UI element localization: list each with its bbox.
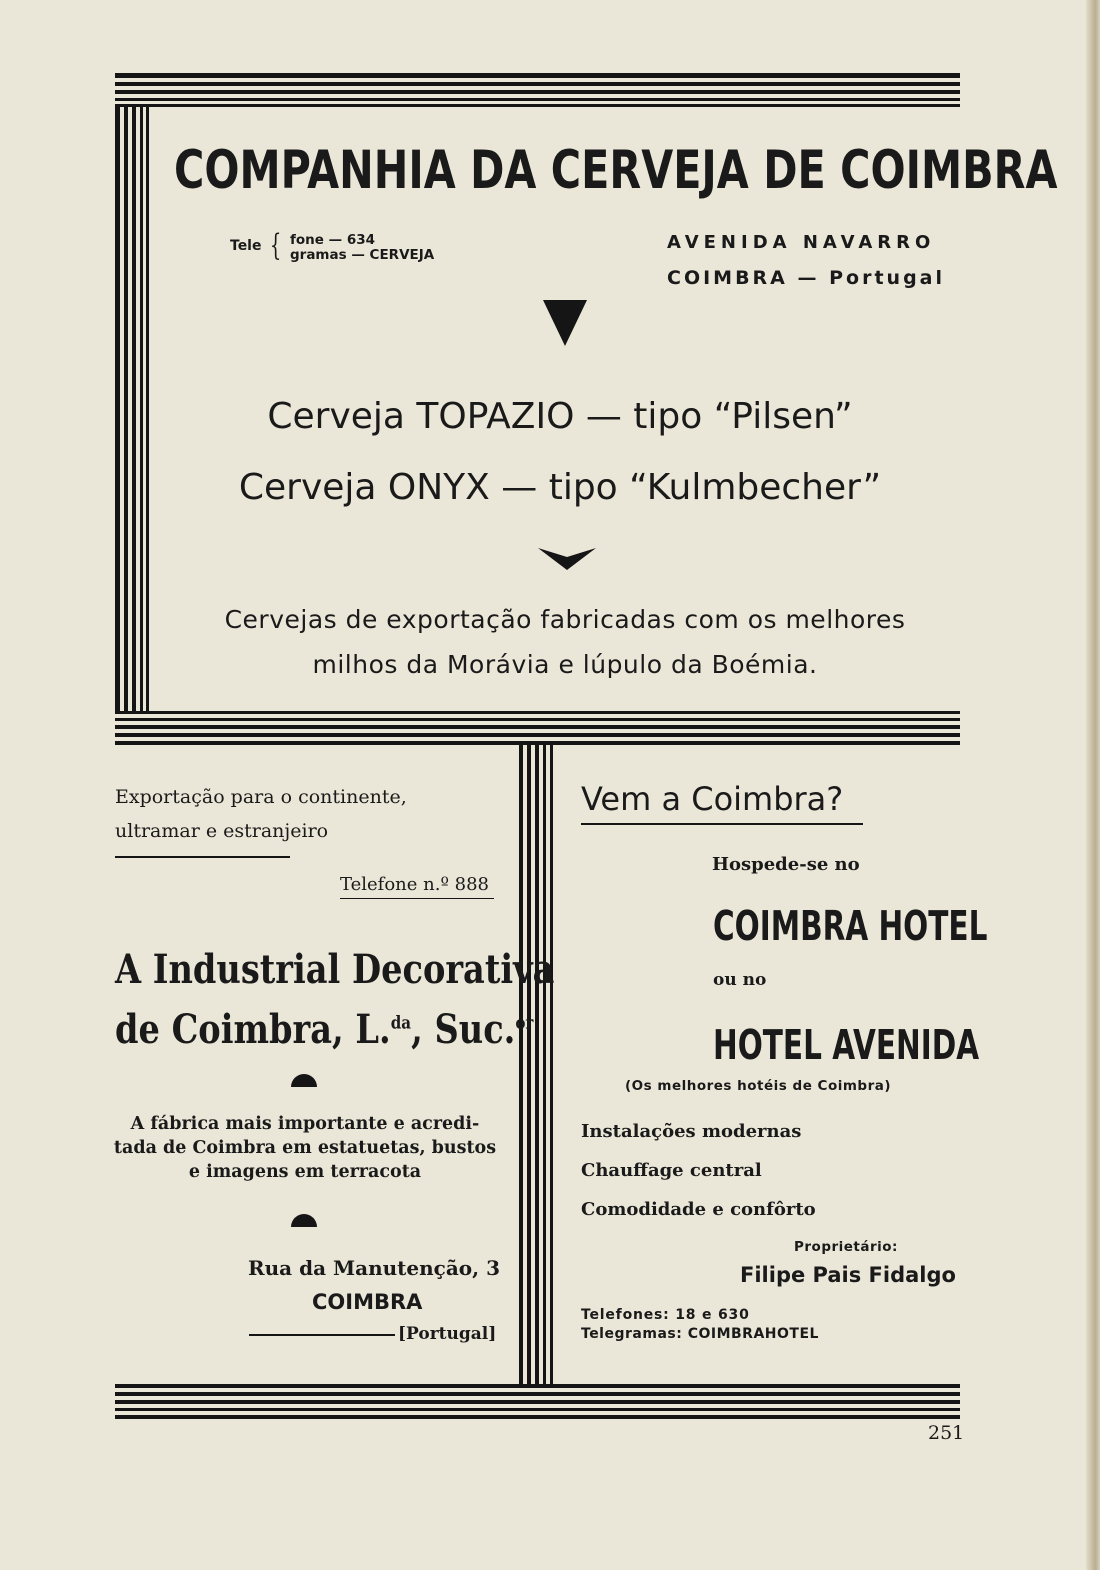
- brewery-title: COMPANHIA DA CERVEJA DE COIMBRA: [174, 140, 1058, 201]
- divider: [340, 898, 494, 899]
- left-phone: Telefone n.º 888: [340, 874, 489, 895]
- hotel-phones: Telefones: 18 e 630: [581, 1307, 750, 1323]
- divider: [581, 823, 863, 825]
- company-name-part-a: de Coimbra, L.: [115, 1006, 391, 1053]
- brace-icon: {: [269, 228, 282, 263]
- hotel-name-2: HOTEL AVENIDA: [713, 1021, 980, 1069]
- divider: [115, 856, 290, 858]
- tele-prefix: Tele: [230, 238, 262, 254]
- feature-2: Chauffage central: [581, 1160, 762, 1181]
- chevron-down-icon: [538, 548, 596, 572]
- export-line1: Exportação para o continente,: [115, 786, 407, 808]
- ou-no-text: ou no: [713, 970, 767, 990]
- beer-description-1: Cervejas de exportação fabricadas com os melhores: [224, 605, 906, 634]
- superscript-or: or: [515, 1012, 534, 1034]
- superscript-da: da: [390, 1012, 412, 1034]
- left-country: [Portugal]: [398, 1324, 497, 1344]
- tele-fone: fone — 634: [290, 232, 375, 248]
- dome-ornament-icon: [291, 1214, 317, 1227]
- left-description-2: tada de Coimbra em estatuetas, bustos: [113, 1138, 497, 1158]
- left-street: Rua da Manutenção, 3: [248, 1256, 500, 1280]
- page-edge: [1086, 0, 1100, 1570]
- export-line2: ultramar e estranjeiro: [115, 820, 329, 842]
- owner-label: Proprietário:: [794, 1239, 898, 1255]
- right-heading: Vem a Coimbra?: [581, 780, 844, 818]
- beer-description-2: milhos da Morávia e lúpulo da Boémia.: [312, 650, 818, 679]
- owner-name: Filipe Pais Fidalgo: [740, 1263, 956, 1287]
- left-description-1: A fábrica mais importante e acredi-: [130, 1114, 480, 1134]
- address-line1: AVENIDA NAVARRO: [667, 232, 936, 253]
- hotel-telegrams: Telegramas: COIMBRAHOTEL: [581, 1326, 819, 1342]
- address-line2: COIMBRA — Portugal: [667, 267, 946, 289]
- dome-ornament-icon: [291, 1074, 317, 1087]
- beer-line-1: Cerveja TOPAZIO — tipo “Pilsen”: [267, 396, 853, 437]
- divider: [249, 1334, 395, 1336]
- hotel-name-1: COIMBRA HOTEL: [713, 902, 988, 950]
- tele-gramas: gramas — CERVEJA: [290, 247, 435, 263]
- hospede-text: Hospede-se no: [712, 854, 860, 875]
- page-number: 251: [928, 1422, 965, 1444]
- company-name-part-b: , Suc.: [411, 1006, 516, 1053]
- left-description-3: e imagens em terracota: [188, 1162, 422, 1182]
- company-name-line1: A Industrial Decorativa: [115, 946, 555, 993]
- triangle-down-icon: [543, 300, 587, 346]
- hotel-note: (Os melhores hotéis de Coimbra): [625, 1078, 892, 1094]
- feature-3: Comodidade e confôrto: [581, 1199, 816, 1220]
- beer-line-2: Cerveja ONYX — tipo “Kulmbecher”: [238, 467, 882, 508]
- left-city: COIMBRA: [312, 1290, 423, 1314]
- feature-1: Instalações modernas: [581, 1121, 802, 1142]
- company-name-line2: [115, 1006, 533, 1053]
